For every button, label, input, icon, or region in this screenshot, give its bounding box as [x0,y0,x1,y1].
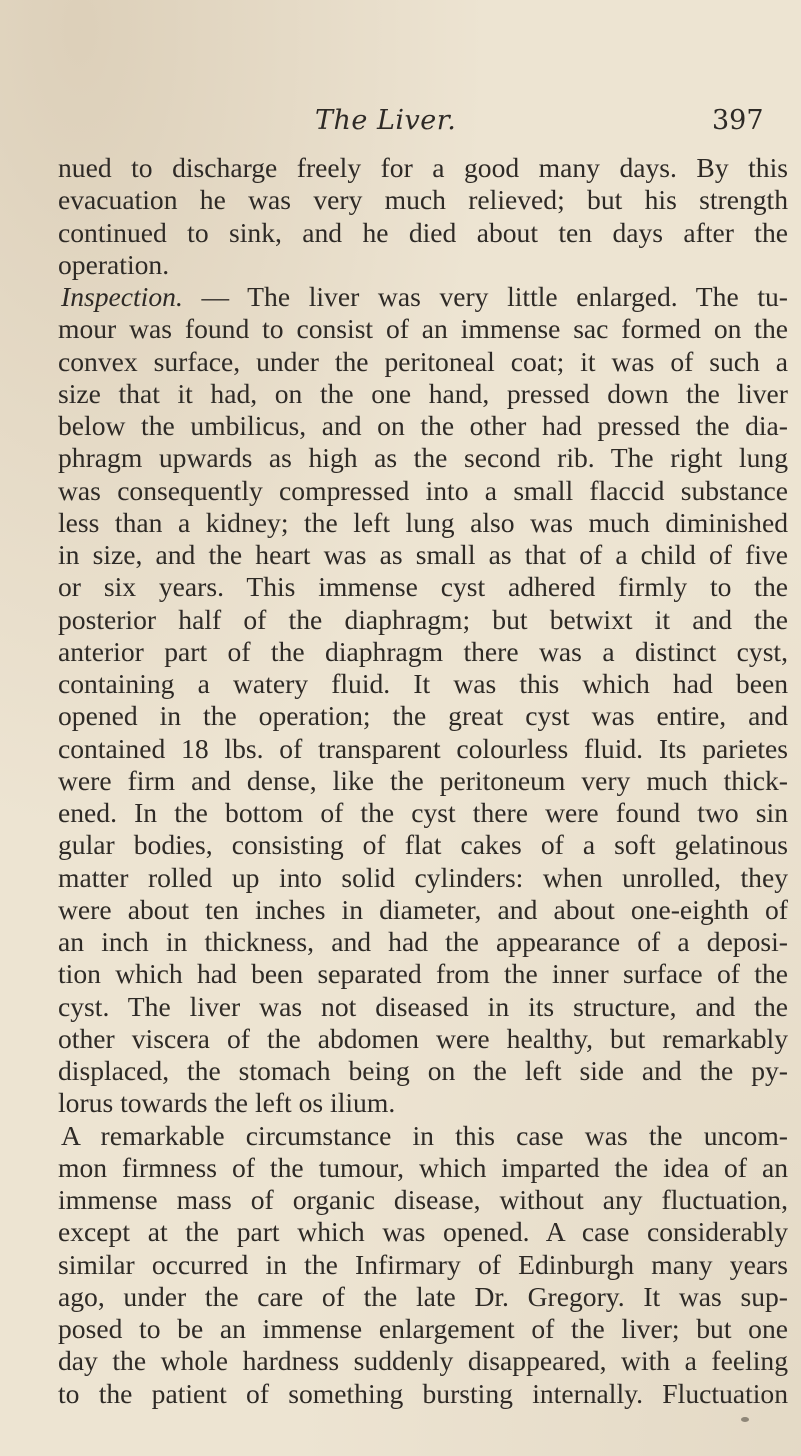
running-title: The Liver. [315,105,457,136]
text-line [58,636,788,668]
text-line-content: nued to discharge freely for a good many days. By this [58,152,788,183]
page-number: 397 [712,105,764,136]
text-line-content: other viscera of the abdomen were healthy, but remarkably [58,1022,788,1054]
text-line [58,410,788,442]
text-line [58,1378,788,1410]
text-line [58,539,788,571]
text-line-content: — The liver was very little enlarged. The tu- [182,281,788,312]
text-line [58,442,788,474]
text-line-content: were about ten inches in diameter, and about one-eighth of [58,893,788,925]
text-line-content: containing a watery fluid. It was this which had been [58,668,788,699]
text-line [58,1184,788,1216]
text-line-content: matter rolled up into solid cylinders: when unrolled, they [58,861,788,893]
text-line [58,184,788,216]
text-line [58,700,788,732]
text-line [58,829,788,861]
text-line-content: or six years. This immense cyst adhered firmly to the [58,571,788,603]
text-line [58,475,788,507]
text-line [58,346,788,378]
text-line-content: was consequently compressed into a small flaccid substance [58,474,788,506]
running-head [0,104,801,138]
text-line-content: gular bodies, consisting of flat cakes of a soft gelatinous [58,829,788,861]
text-line [58,281,788,313]
text-line-content: evacuation he was very much relieved; but his strength [58,184,788,216]
text-line-content: day the whole hardness suddenly disappeared, with a feeling [58,1345,788,1377]
text-line-content: opened in the operation; the great cyst was entire, and [58,700,788,732]
text-line [58,765,788,797]
text-line [58,1345,788,1377]
text-line [58,1023,788,1055]
text-line [58,1216,788,1248]
text-line-content: contained 18 lbs. of transparent colourless fluid. Its parietes [58,732,788,764]
text-line-content: continued to sink, and he died about ten days after the [58,216,788,248]
text-line [58,507,788,539]
text-line-content: anterior part of the diaphragm there was a distinct cyst, [58,635,788,667]
text-line [58,1281,788,1313]
text-line-content: mon firmness of the tumour, which imparted the idea of an [58,1151,788,1183]
text-line-content: phragm upwards as high as the second rib. The right lung [58,442,788,474]
text-line-content: less than a kidney; the left lung also was much diminished [58,506,788,538]
section-lead: Inspection. [61,281,183,312]
text-line [58,926,788,958]
text-line [58,249,788,281]
text-line-content: ened. In the bottom of the cyst there were found two sin [58,797,788,828]
text-line-content: convex surface, under the peritoneal coat; it was of such a [58,345,788,377]
text-line-content: size that it had, on the one hand, pressed down the liver [58,377,788,409]
text-line [58,604,788,636]
text-line-content: A remarkable circumstance in this case was the uncom- [61,1119,788,1151]
text-line [58,733,788,765]
text-line [58,668,788,700]
text-line [58,862,788,894]
text-line-content: cyst. The liver was not diseased in its structure, and the [58,990,788,1022]
text-line-content: similar occurred in the Infirmary of Edinburgh many years [58,1248,788,1280]
text-line-content: immense mass of organic disease, without any fluctuation, [58,1184,788,1215]
paper-speck [741,1417,749,1422]
text-line-content: posed to be an immense enlargement of the liver; but one [58,1313,788,1344]
text-line [58,1313,788,1345]
text-line [58,217,788,249]
text-line [58,313,788,345]
text-line [58,1055,788,1087]
text-line [58,1152,788,1184]
text-line-content: displaced, the stomach being on the left side and the py- [58,1055,788,1086]
text-line-content: to the patient of something bursting internally. Fluctuation [58,1377,788,1409]
text-line [58,958,788,990]
text-line [58,1120,788,1152]
text-line [58,797,788,829]
text-line-content: operation. [58,248,170,280]
text-line [58,1249,788,1281]
text-line-content: below the umbilicus, and on the other had pressed the dia- [58,410,788,441]
text-line [58,571,788,603]
text-line [58,1087,788,1119]
text-line-content: mour was found to consist of an immense sac formed on the [58,313,788,345]
text-line-content: posterior half of the diaphragm; but betwixt it and the [58,603,788,635]
text-line-content: tion which had been separated from the inner surface of the [58,958,788,990]
text-line-content: lorus towards the left os ilium. [58,1087,396,1119]
text-line-content: an inch in thickness, and had the appearance of a deposi- [58,926,788,957]
text-line-content: were firm and dense, like the peritoneum very much thick- [58,764,788,796]
text-line [58,991,788,1023]
text-line [58,152,788,184]
body-text [58,152,788,1410]
text-line [58,378,788,410]
text-line-content: except at the part which was opened. A case considerably [58,1216,788,1248]
text-line-content: ago, under the care of the late Dr. Gregory. It was sup- [58,1280,788,1312]
text-line [58,894,788,926]
text-line-content: in size, and the heart was as small as that of a child of five [58,539,788,570]
